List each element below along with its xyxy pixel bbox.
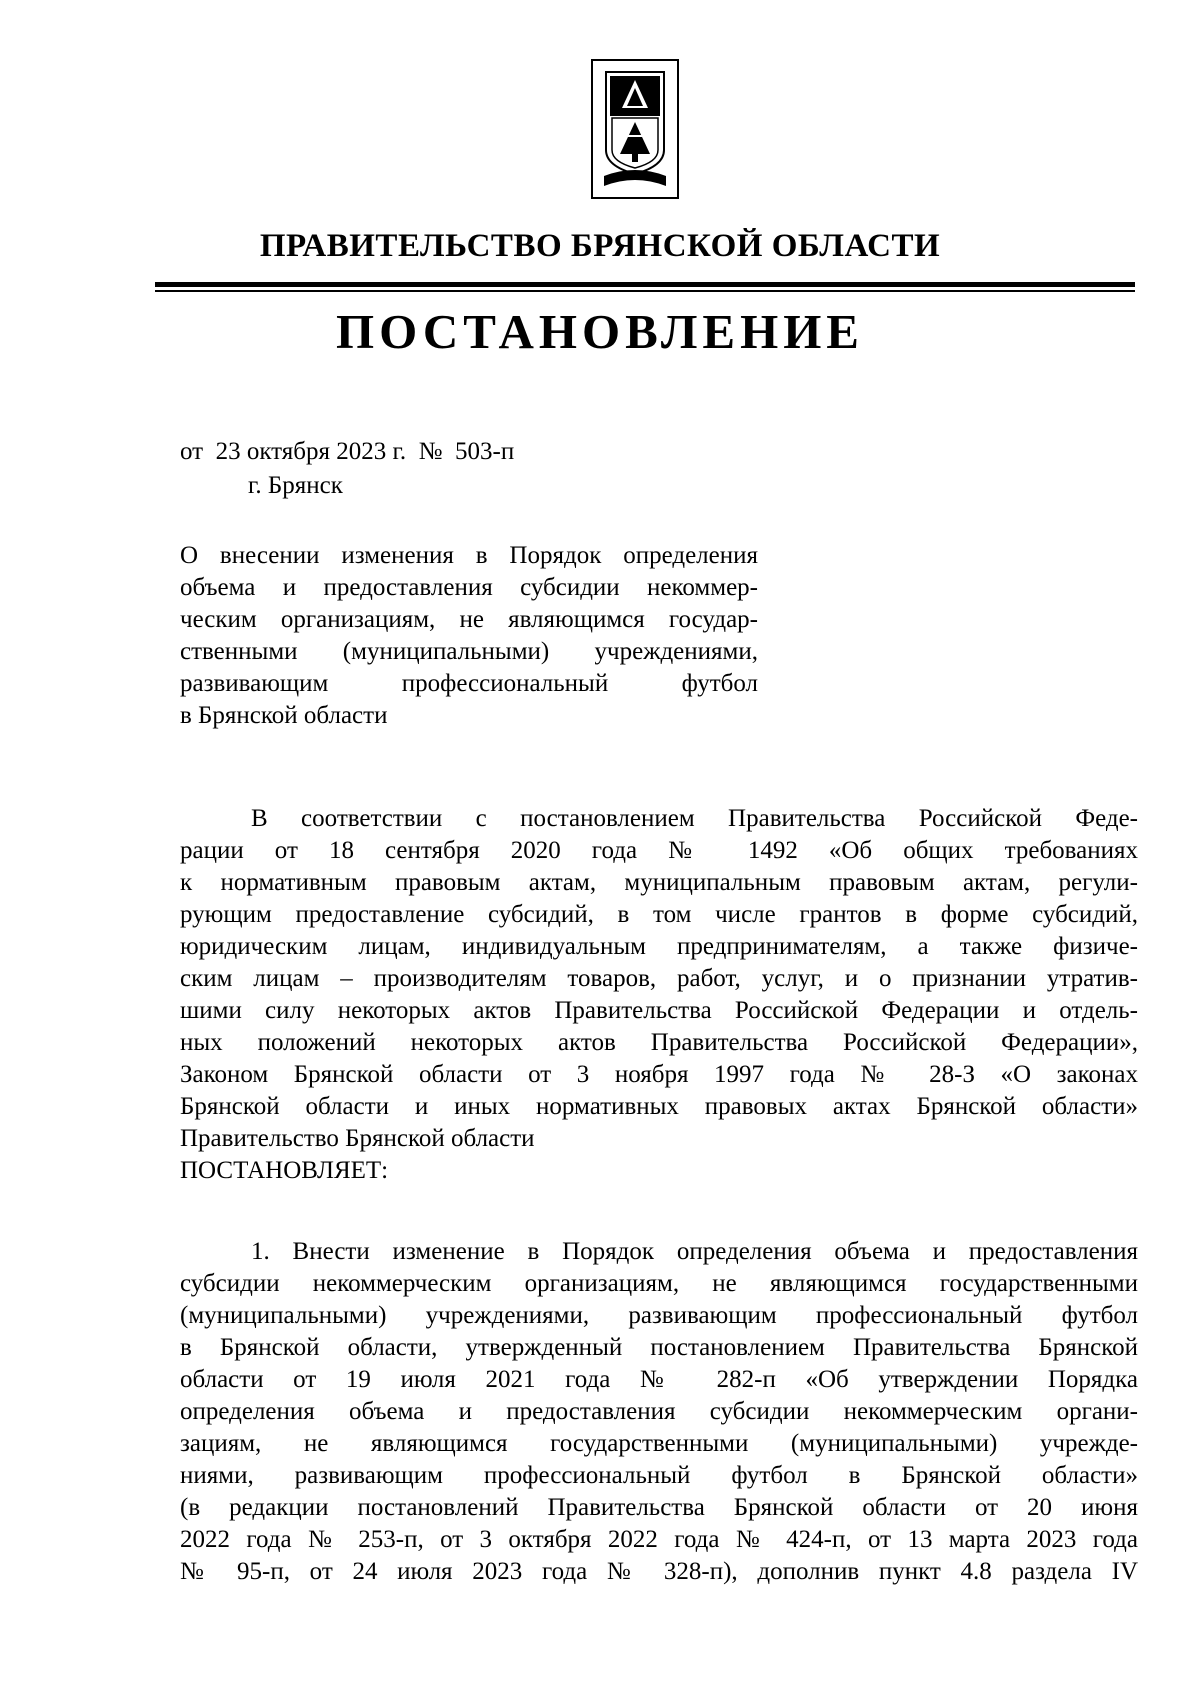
header-rule-thick xyxy=(155,282,1135,287)
resolves-keyword: ПОСТАНОВЛЯЕТ: xyxy=(180,1157,389,1184)
body-line: зациям, не являющимся государственными (муниципальными) учрежде- xyxy=(180,1430,1138,1457)
body-line: юридическим лицам, индивидуальным предпринимателям, а также физиче- xyxy=(180,933,1138,960)
body-line: (в редакции постановлений Правительства Брянской области от 20 июня xyxy=(180,1494,1138,1521)
body-line: ским лицам – производителям товаров, работ, услуг, и о признании утратив- xyxy=(180,965,1138,992)
subject-line: развивающим профессиональный футбол xyxy=(180,670,758,697)
body-line: в Брянской области, утвержденный постановлением Правительства Брянской xyxy=(180,1334,1138,1361)
body-line: к нормативным правовым актам, муниципальным правовым актам, регули- xyxy=(180,869,1138,896)
body-line: рующим предоставление субсидий, в том числе грантов в форме субсидий, xyxy=(180,901,1138,928)
subject-line: О внесении изменения в Порядок определения xyxy=(180,542,758,569)
body-line: субсидии некоммерческим организациям, не являющимся государственными xyxy=(180,1270,1138,1297)
body-line: (муниципальными) учреждениями, развивающим профессиональный футбол xyxy=(180,1302,1138,1329)
preamble-paragraph xyxy=(180,803,1138,1187)
body-line: Правительство Брянской области xyxy=(180,1125,535,1152)
city: г. Брянск xyxy=(248,472,343,499)
subject-line: ственными (муниципальными) учреждениями, xyxy=(180,638,758,665)
body-line: 1. Внести изменение в Порядок определения объема и предоставления xyxy=(251,1238,1138,1265)
body-line: Законом Брянской области от 3 ноября 1997 года № 28-З «О законах xyxy=(180,1061,1138,1088)
body-line: № 95-п, от 24 июля 2023 года № 328-п), дополнив пункт 4.8 раздела IV xyxy=(180,1558,1138,1585)
subject-line: объема и предоставления субсидии некоммер- xyxy=(180,574,758,601)
body-line: Брянской области и иных нормативных правовых актах Брянской области» xyxy=(180,1093,1138,1120)
date-number: от 23 октября 2023 г. № 503-п xyxy=(180,438,515,465)
body-line: ных положений некоторых актов Правительства Российской Федерации», xyxy=(180,1029,1138,1056)
government-title: ПРАВИТЕЛЬСТВО БРЯНСКОЙ ОБЛАСТИ xyxy=(259,228,941,264)
subject-line: в Брянской области xyxy=(180,702,388,729)
header-rule-thin xyxy=(155,290,1135,292)
item-1-paragraph xyxy=(180,1236,1138,1588)
body-line: ниями, развивающим профессиональный футбол в Брянской области» xyxy=(180,1462,1138,1489)
coat-of-arms-emblem xyxy=(590,58,680,200)
body-line: рации от 18 сентября 2020 года № 1492 «Об общих требованиях xyxy=(180,837,1138,864)
body-line: области от 19 июля 2021 года № 282-п «Об утверждении Порядка xyxy=(180,1366,1138,1393)
document-type-title: ПОСТАНОВЛЕНИЕ xyxy=(336,304,864,359)
document-subject xyxy=(180,540,758,732)
body-line: 2022 года № 253-п, от 3 октября 2022 года № 424-п, от 13 марта 2023 года xyxy=(180,1526,1138,1553)
body-line: шими силу некоторых актов Правительства Российской Федерации и отдель- xyxy=(180,997,1138,1024)
body-line: определения объема и предоставления субсидии некоммерческим органи- xyxy=(180,1398,1138,1425)
subject-line: ческим организациям, не являющимся государ- xyxy=(180,606,758,633)
body-line: В соответствии с постановлением Правительства Российской Феде- xyxy=(251,805,1138,832)
